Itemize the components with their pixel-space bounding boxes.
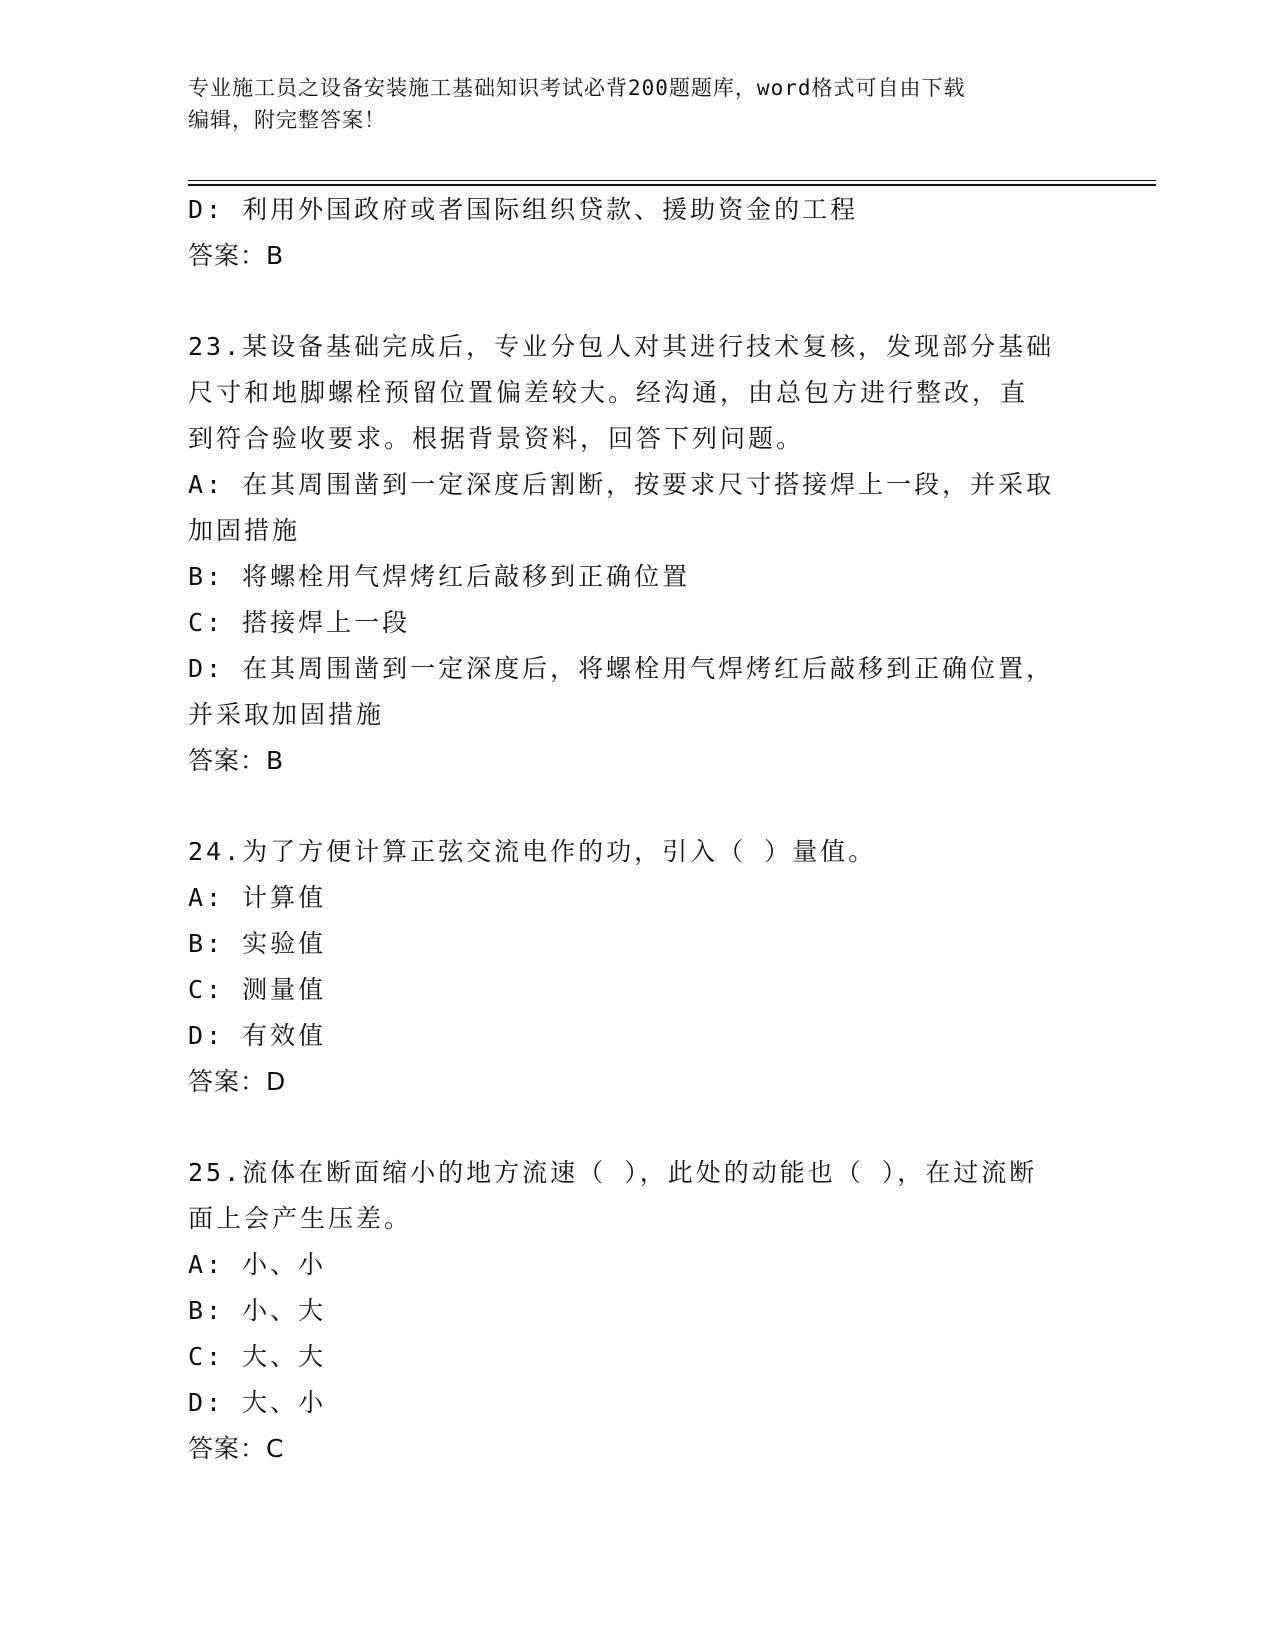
question-stem: 尺寸和地脚螺栓预留位置偏差较大。经沟通，由总包方进行整改，直 bbox=[188, 378, 1029, 407]
question-spacer bbox=[188, 1105, 1088, 1150]
option-a: A: 在其周围凿到一定深度后割断，按要求尺寸搭接焊上一段，并采取 bbox=[188, 470, 1055, 499]
question-stem: 面上会产生压差。 bbox=[188, 1204, 413, 1233]
option-c: C: 搭接焊上一段 bbox=[188, 608, 411, 637]
question-25 bbox=[188, 1150, 1088, 1472]
option-b: B: 小、大 bbox=[188, 1296, 327, 1325]
header-title-line-2: 编辑，附完整答案！ bbox=[188, 108, 386, 132]
option-c: C: 大、大 bbox=[188, 1342, 327, 1371]
option-d: D: 有效值 bbox=[188, 1021, 327, 1050]
answer-line: 答案：B bbox=[188, 241, 285, 270]
question-spacer bbox=[188, 784, 1088, 829]
option-d: D: 大、小 bbox=[188, 1388, 327, 1417]
question-stem: 23.某设备基础完成后，专业分包人对其进行技术复核，发现部分基础 bbox=[188, 332, 1055, 361]
option-c: C: 测量值 bbox=[188, 975, 327, 1004]
question-stem: 到符合验收要求。根据背景资料，回答下列问题。 bbox=[188, 424, 805, 453]
answer-line: 答案：D bbox=[188, 1067, 287, 1096]
header-divider-thin bbox=[188, 180, 1156, 181]
question-24 bbox=[188, 829, 1088, 1105]
question-spacer bbox=[188, 279, 1088, 324]
option-a: A: 计算值 bbox=[188, 883, 327, 912]
header-divider-thick bbox=[188, 184, 1156, 186]
option-b: B: 实验值 bbox=[188, 929, 327, 958]
document-header bbox=[188, 72, 1068, 136]
option-b: B: 将螺栓用气焊烤红后敲移到正确位置 bbox=[188, 562, 691, 591]
question-stem: 25.流体在断面缩小的地方流速（ ），此处的动能也（ ），在过流断 bbox=[188, 1158, 1038, 1187]
header-title-line-1: 专业施工员之设备安装施工基础知识考试必背200题题库，word格式可自由下载 bbox=[188, 76, 966, 100]
option-a-continued: 加固措施 bbox=[188, 516, 301, 545]
document-body bbox=[188, 187, 1088, 1472]
question-stem: 24.为了方便计算正弦交流电作的功，引入（ ）量值。 bbox=[188, 837, 877, 866]
option-d: D: 利用外国政府或者国际组织贷款、援助资金的工程 bbox=[188, 195, 859, 224]
answer-line: 答案：B bbox=[188, 746, 285, 775]
option-a: A: 小、小 bbox=[188, 1250, 327, 1279]
question-23 bbox=[188, 324, 1088, 784]
option-d: D: 在其周围凿到一定深度后，将螺栓用气焊烤红后敲移到正确位置， bbox=[188, 654, 1055, 683]
previous-question-tail bbox=[188, 187, 1088, 279]
answer-line: 答案：C bbox=[188, 1434, 285, 1463]
option-d-continued: 并采取加固措施 bbox=[188, 700, 385, 729]
